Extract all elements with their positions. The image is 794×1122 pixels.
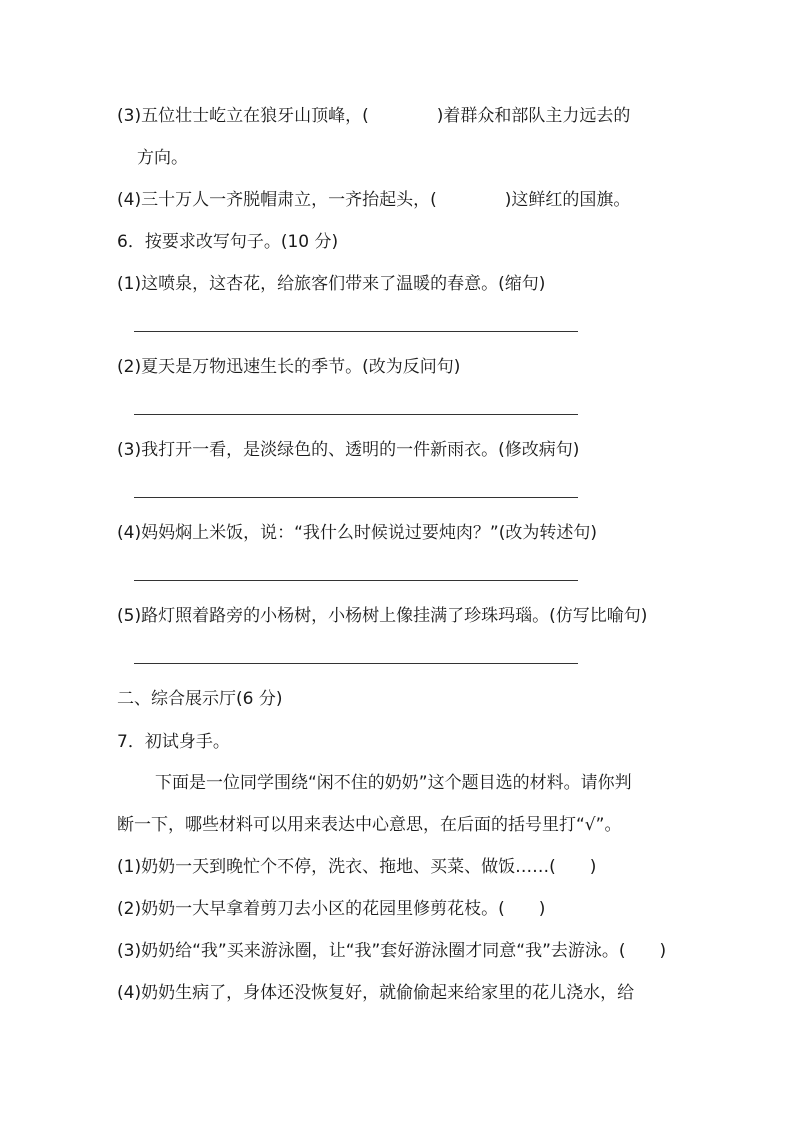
question-6-1: (1)这喷泉，这杏花，给旅客们带来了温暖的春意。(缩句) <box>117 274 546 294</box>
question-7-instruction: 下面是一位同学围绕“闲不住的奶奶”这个题目选的材料。请你判 <box>155 773 632 793</box>
answer-line-6-3[interactable] <box>134 497 578 498</box>
question-5-4: (4)三十万人一齐脱帽肃立，一齐抬起头，( )这鲜红的国旗。 <box>117 190 631 210</box>
option-7-1: (1)奶奶一天到晚忙个不停，洗衣、拖地、买菜、做饭……( ) <box>117 857 597 877</box>
option-7-3: (3)奶奶给“我”买来游泳圈，让“我”套好游泳圈才同意“我”去游泳。( ) <box>117 941 667 961</box>
answer-line-6-1[interactable] <box>134 331 578 332</box>
option-7-4: (4)奶奶生病了，身体还没恢复好，就偷偷起来给家里的花儿浇水，给 <box>117 983 635 1003</box>
answer-line-6-2[interactable] <box>134 414 578 415</box>
question-6-2: (2)夏天是万物迅速生长的季节。(改为反问句) <box>117 357 461 377</box>
question-5-3: (3)五位壮士屹立在狼牙山顶峰，( )着群众和部队主力远去的 <box>117 106 631 126</box>
question-6-heading: 6．按要求改写句子。(10 分) <box>117 232 339 252</box>
answer-line-6-5[interactable] <box>134 663 578 664</box>
answer-line-6-4[interactable] <box>134 580 578 581</box>
question-6-4: (4)妈妈焖上米饭，说：“我什么时候说过要炖肉？”(改为转述句) <box>117 523 597 543</box>
question-6-5: (5)路灯照着路旁的小杨树，小杨树上像挂满了珍珠玛瑙。(仿写比喻句) <box>117 606 648 626</box>
question-7-heading: 7．初试身手。 <box>117 732 230 752</box>
question-7-instruction-continued: 断一下，哪些材料可以用来表达中心意思，在后面的括号里打“√”。 <box>117 815 622 835</box>
option-7-2: (2)奶奶一大早拿着剪刀去小区的花园里修剪花枝。( ) <box>117 899 546 919</box>
question-5-3-continued: 方向。 <box>137 148 188 168</box>
question-6-3: (3)我打开一看，是淡绿色的、透明的一件新雨衣。(修改病句) <box>117 440 580 460</box>
section-2-heading: 二、综合展示厅(6 分) <box>117 689 283 709</box>
